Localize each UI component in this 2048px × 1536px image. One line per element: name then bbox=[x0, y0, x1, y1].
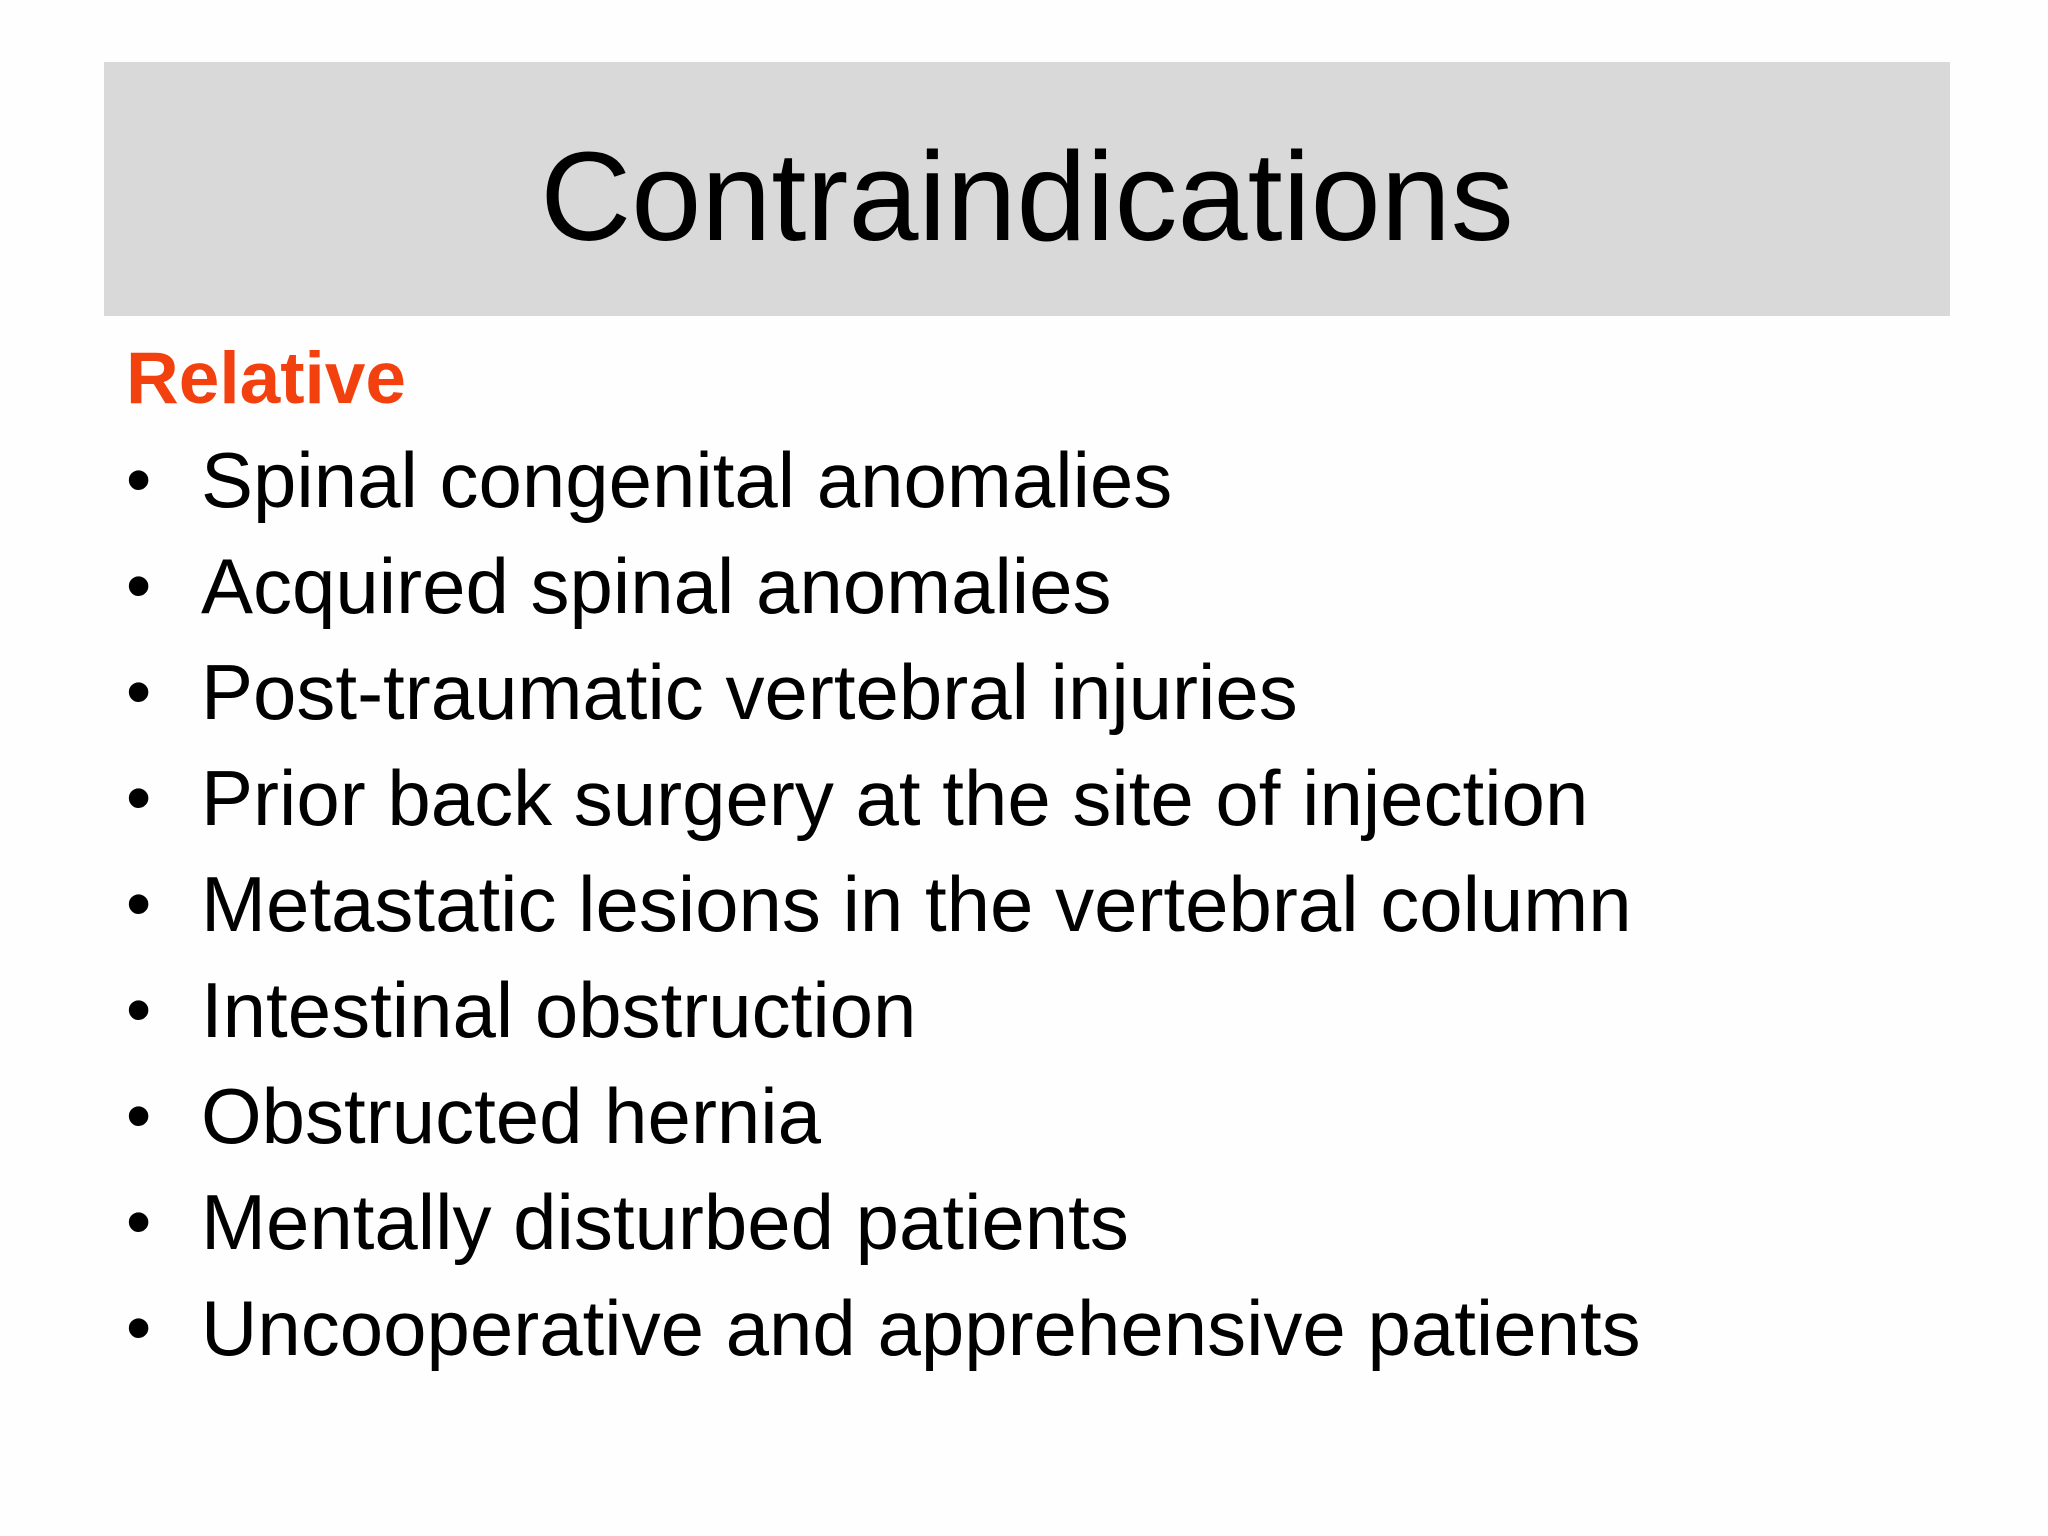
bullet-text: Intestinal obstruction bbox=[201, 966, 917, 1054]
section-subheading: Relative bbox=[126, 338, 406, 419]
bullet-marker: • bbox=[126, 970, 152, 1050]
bullet-text: Mentally disturbed patients bbox=[201, 1178, 1129, 1266]
bullet-marker: • bbox=[126, 1076, 152, 1156]
bullet-marker: • bbox=[126, 864, 152, 944]
bullet-marker: • bbox=[126, 546, 152, 626]
bullet-marker: • bbox=[126, 1182, 152, 1262]
bullet-marker: • bbox=[126, 440, 152, 520]
bullet-text: Post-traumatic vertebral injuries bbox=[201, 648, 1298, 736]
bullet-text: Metastatic lesions in the vertebral column bbox=[201, 860, 1632, 948]
bullet-text: Acquired spinal anomalies bbox=[201, 542, 1112, 630]
bullet-marker: • bbox=[126, 652, 152, 732]
title-bar bbox=[104, 62, 1950, 316]
slide-title: Contraindications bbox=[540, 126, 1514, 267]
bullet-text: Prior back surgery at the site of injection bbox=[201, 754, 1589, 842]
bullet-marker: • bbox=[126, 758, 152, 838]
bullet-text: Uncooperative and apprehensive patients bbox=[201, 1284, 1641, 1372]
bullet-text: Obstructed hernia bbox=[201, 1072, 822, 1160]
bullet-text: Spinal congenital anomalies bbox=[201, 436, 1173, 524]
bullet-marker: • bbox=[126, 1288, 152, 1368]
